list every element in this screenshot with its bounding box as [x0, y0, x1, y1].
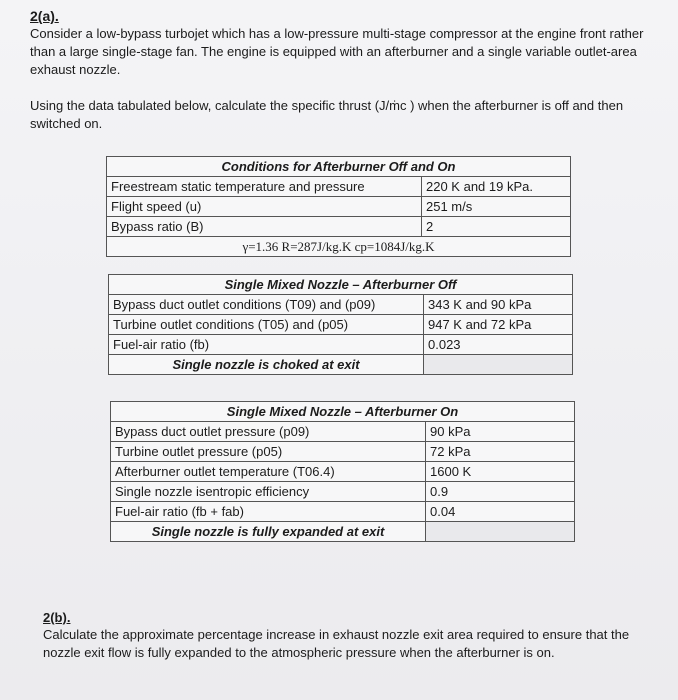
gas-constants: γ=1.36 R=287J/kg.K cp=1084J/kg.K [107, 237, 571, 257]
row-label: Flight speed (u) [107, 197, 422, 217]
row-label: Bypass duct outlet conditions (T09) and (p09) [109, 295, 424, 315]
table-row [109, 315, 573, 335]
row-value: 0.04 [426, 502, 575, 522]
row-label: Fuel-air ratio (fb + fab) [111, 502, 426, 522]
afterburner-on-table [110, 401, 575, 542]
row-value: 72 kPa [426, 442, 575, 462]
table-row [111, 442, 575, 462]
row-label: Afterburner outlet temperature (T06.4) [111, 462, 426, 482]
table-row [109, 335, 573, 355]
row-value: 90 kPa [426, 422, 575, 442]
afterburner-off-table-title: Single Mixed Nozzle – Afterburner Off [109, 275, 573, 295]
row-value: 343 K and 90 kPa [424, 295, 573, 315]
question-2b-label: 2(b). [43, 610, 71, 625]
row-label: Fuel-air ratio (fb) [109, 335, 424, 355]
table-row [111, 502, 575, 522]
table-row [109, 295, 573, 315]
conditions-table [106, 156, 571, 257]
table-row [111, 422, 575, 442]
row-value: 251 m/s [422, 197, 571, 217]
question-2a-label: 2(a). [30, 8, 59, 24]
table-row [107, 177, 571, 197]
empty-cell [424, 355, 573, 375]
row-label: Bypass duct outlet pressure (p09) [111, 422, 426, 442]
row-label: Single nozzle isentropic efficiency [111, 482, 426, 502]
row-value: 1600 K [426, 462, 575, 482]
table-row [107, 217, 571, 237]
row-value: 220 K and 19 kPa. [422, 177, 571, 197]
afterburner-on-footer: Single nozzle is fully expanded at exit [111, 522, 426, 542]
row-label: Bypass ratio (B) [107, 217, 422, 237]
row-value: 0.023 [424, 335, 573, 355]
row-value: 2 [422, 217, 571, 237]
conditions-table-title: Conditions for Afterburner Off and On [107, 157, 571, 177]
question-2a-paragraph-1: Consider a low-bypass turbojet which has a low-pressure multi-stage compressor at the engine front rather than a large single-stage fan. The engine is equipped with an afterburner and a single variable outlet-area exhaust nozzle. [30, 26, 644, 77]
row-label: Turbine outlet conditions (T05) and (p05) [109, 315, 424, 335]
row-value: 947 K and 72 kPa [424, 315, 573, 335]
empty-cell [426, 522, 575, 542]
table-row [107, 197, 571, 217]
table-row [111, 462, 575, 482]
question-2b-text: Calculate the approximate percentage increase in exhaust nozzle exit area required to ensure that the nozzle exit flow is fully expanded to the atmospheric pressure when the afterburner is on. [43, 627, 630, 660]
afterburner-on-table-title: Single Mixed Nozzle – Afterburner On [111, 402, 575, 422]
question-2a-paragraph-2: Using the data tabulated below, calculate the specific thrust (J/ṁc ) when the afterburner is off and then switched on. [30, 98, 624, 131]
row-label: Freestream static temperature and pressure [107, 177, 422, 197]
table-row [111, 482, 575, 502]
row-label: Turbine outlet pressure (p05) [111, 442, 426, 462]
afterburner-off-table [108, 274, 573, 375]
row-value: 0.9 [426, 482, 575, 502]
afterburner-off-footer: Single nozzle is choked at exit [109, 355, 424, 375]
